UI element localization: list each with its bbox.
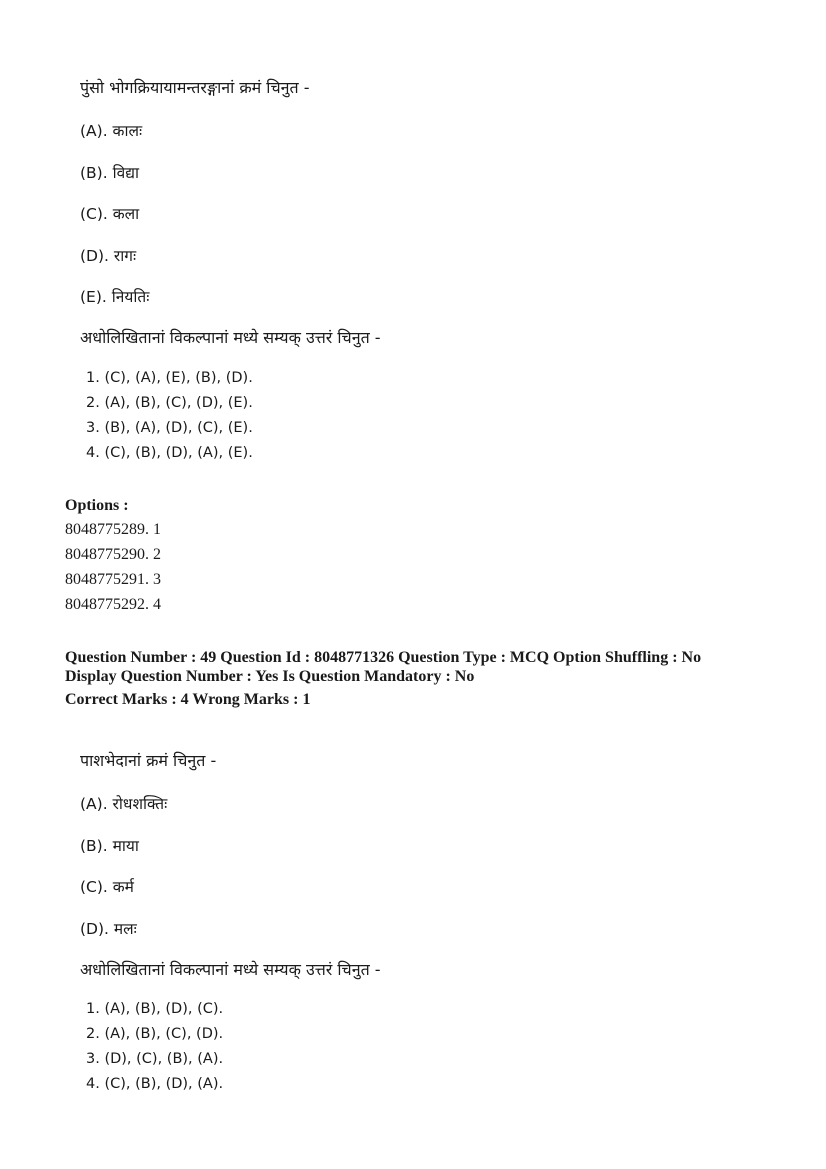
option-id-1: 8048775289. 1 [65,521,161,538]
choice-a: (A). कालः [80,122,143,140]
answer-option-1: 1. (C), (A), (E), (B), (D). [86,370,253,386]
answer-option-2: 2. (A), (B), (C), (D). [86,1026,224,1042]
answer-option-1: 1. (A), (B), (D), (C). [86,1001,224,1017]
question-stem: पाशभेदानां क्रमं चिनुत - [80,751,217,770]
choice-b: (B). विद्या [80,164,139,182]
choice-a: (A). रोधशक्तिः [80,795,168,813]
answer-option-3: 3. (D), (C), (B), (A). [86,1051,224,1067]
option-id-3: 8048775291. 3 [65,571,161,588]
question-stem: पुंसो भोगक्रियायामन्तरङ्गानां क्रमं चिनुत - [80,78,310,97]
option-id-2: 8048775290. 2 [65,546,161,563]
answer-option-4: 4. (C), (B), (D), (A). [86,1076,224,1092]
question-instruction: अधोलिखितानां विकल्पानां मध्ये सम्यक् उत्तरं चिनुत - [80,960,381,979]
answer-option-2: 2. (A), (B), (C), (D), (E). [86,395,253,411]
choice-c: (C). कला [80,205,140,223]
question-instruction: अधोलिखितानां विकल्पानां मध्ये सम्यक् उत्तरं चिनुत - [80,328,381,347]
question-meta-line-2: Display Question Number : Yes Is Question Mandatory : No [65,668,475,685]
answer-option-4: 4. (C), (B), (D), (A), (E). [86,445,253,461]
choice-d: (D). मलः [80,920,137,938]
question-meta-line-3: Correct Marks : 4 Wrong Marks : 1 [65,691,311,708]
question-meta-line-1: Question Number : 49 Question Id : 8048771326 Question Type : MCQ Option Shuffling : No [65,649,702,666]
choice-d: (D). रागः [80,247,137,265]
choice-b: (B). माया [80,837,139,855]
choice-c: (C). कर्म [80,878,134,896]
option-id-4: 8048775292. 4 [65,596,161,613]
options-heading: Options : [65,497,129,514]
choice-e: (E). नियतिः [80,288,150,306]
answer-option-3: 3. (B), (A), (D), (C), (E). [86,420,253,436]
